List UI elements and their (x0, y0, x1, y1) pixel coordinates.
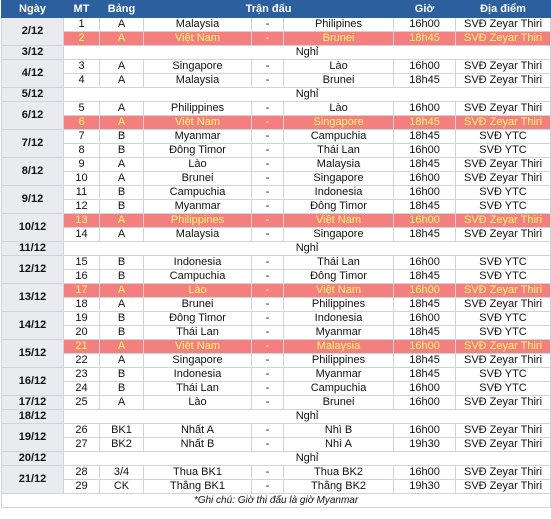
away-team: Thắng BK2 (284, 480, 394, 494)
venue: SVĐ YTC (456, 382, 551, 396)
home-team: Philippines (144, 214, 252, 228)
header-venue: Địa điểm (456, 1, 551, 18)
group: B (100, 326, 144, 340)
schedule-body (2, 18, 551, 508)
venue: SVĐ Zeyar Thiri (456, 74, 551, 88)
kickoff-time: 16h00 (394, 382, 456, 396)
group: A (100, 102, 144, 116)
away-team: Philipines (284, 18, 394, 32)
home-team: Việt Nam (144, 32, 252, 46)
match-number: 10 (64, 172, 100, 186)
date-cell: 10/12 (2, 214, 64, 242)
group: A (100, 228, 144, 242)
match-number: 28 (64, 466, 100, 480)
match-row (2, 256, 551, 270)
match-number: 21 (64, 340, 100, 354)
kickoff-time: 18h45 (394, 158, 456, 172)
match-number: 20 (64, 326, 100, 340)
kickoff-time: 18h45 (394, 270, 456, 284)
kickoff-time: 18h45 (394, 298, 456, 312)
versus-dash: - (252, 424, 284, 438)
home-team: Indonesia (144, 368, 252, 382)
kickoff-time: 18h45 (394, 130, 456, 144)
match-number: 11 (64, 186, 100, 200)
home-team: Campuchia (144, 270, 252, 284)
home-team: Lào (144, 396, 252, 410)
away-team: Philippines (284, 354, 394, 368)
kickoff-time: 18h45 (394, 326, 456, 340)
versus-dash: - (252, 298, 284, 312)
away-team: Campuchia (284, 130, 394, 144)
kickoff-time: 16h00 (394, 144, 456, 158)
home-team: Myanmar (144, 200, 252, 214)
group: B (100, 270, 144, 284)
venue: SVĐ Zeyar Thiri (456, 340, 551, 354)
venue: SVĐ YTC (456, 270, 551, 284)
rest-label: Nghỉ (64, 242, 551, 256)
group: B (100, 130, 144, 144)
date-cell: 6/12 (2, 102, 64, 130)
match-number: 24 (64, 382, 100, 396)
match-number: 6 (64, 116, 100, 130)
rest-label: Nghỉ (64, 46, 551, 60)
date-cell: 17/12 (2, 396, 64, 410)
group: B (100, 200, 144, 214)
kickoff-time: 16h00 (394, 102, 456, 116)
venue: SVĐ Zeyar Thiri (456, 18, 551, 32)
match-number: 13 (64, 214, 100, 228)
match-number: 3 (64, 60, 100, 74)
venue: SVĐ Zeyar Thiri (456, 116, 551, 130)
kickoff-time: 18h45 (394, 200, 456, 214)
away-team: Lào (284, 102, 394, 116)
group: A (100, 284, 144, 298)
match-number: 16 (64, 270, 100, 284)
home-team: Việt Nam (144, 340, 252, 354)
date-cell: 19/12 (2, 424, 64, 452)
versus-dash: - (252, 368, 284, 382)
date-cell: 7/12 (2, 130, 64, 158)
match-row (2, 424, 551, 438)
kickoff-time: 16h00 (394, 172, 456, 186)
versus-dash: - (252, 200, 284, 214)
kickoff-time: 16h00 (394, 396, 456, 410)
away-team: Nhì B (284, 424, 394, 438)
date-cell: 15/12 (2, 340, 64, 368)
away-team: Campuchia (284, 382, 394, 396)
kickoff-time: 16h00 (394, 18, 456, 32)
venue: SVĐ Zeyar Thiri (456, 438, 551, 452)
versus-dash: - (252, 144, 284, 158)
footnote: *Ghi chú: Giờ thi đấu là giờ Myanmar (2, 494, 551, 508)
group: A (100, 396, 144, 410)
rest-row (2, 410, 551, 424)
versus-dash: - (252, 270, 284, 284)
venue: SVĐ YTC (456, 144, 551, 158)
date-cell: 18/12 (2, 410, 64, 424)
kickoff-time: 16h00 (394, 312, 456, 326)
group: A (100, 60, 144, 74)
kickoff-time: 18h45 (394, 74, 456, 88)
away-team: Brunei (284, 32, 394, 46)
group: A (100, 74, 144, 88)
away-team: Malaysia (284, 340, 394, 354)
match-row (2, 186, 551, 200)
match-row (2, 172, 551, 186)
match-number: 2 (64, 32, 100, 46)
rest-label: Nghỉ (64, 410, 551, 424)
date-cell: 5/12 (2, 88, 64, 102)
home-team: Singapore (144, 354, 252, 368)
match-number: 22 (64, 354, 100, 368)
group: A (100, 158, 144, 172)
date-cell: 12/12 (2, 256, 64, 284)
match-row (2, 270, 551, 284)
kickoff-time: 18h45 (394, 228, 456, 242)
away-team: Myanmar (284, 326, 394, 340)
venue: SVĐ YTC (456, 312, 551, 326)
away-team: Việt Nam (284, 214, 394, 228)
match-row (2, 354, 551, 368)
versus-dash: - (252, 130, 284, 144)
group: B (100, 368, 144, 382)
match-row (2, 200, 551, 214)
away-team: Đông Timor (284, 200, 394, 214)
group: A (100, 172, 144, 186)
match-number: 19 (64, 312, 100, 326)
match-row (2, 130, 551, 144)
venue: SVĐ YTC (456, 186, 551, 200)
away-team: Nhì A (284, 438, 394, 452)
versus-dash: - (252, 480, 284, 494)
match-number: 17 (64, 284, 100, 298)
away-team: Lào (284, 60, 394, 74)
match-number: 25 (64, 396, 100, 410)
date-cell: 21/12 (2, 466, 64, 494)
match-row (2, 116, 551, 130)
match-number: 26 (64, 424, 100, 438)
group: B (100, 312, 144, 326)
match-number: 9 (64, 158, 100, 172)
away-team: Philippines (284, 298, 394, 312)
kickoff-time: 16h00 (394, 256, 456, 270)
home-team: Myanmar (144, 130, 252, 144)
match-row (2, 466, 551, 480)
kickoff-time: 18h45 (394, 116, 456, 130)
away-team: Myanmar (284, 368, 394, 382)
home-team: Nhất A (144, 424, 252, 438)
group: A (100, 214, 144, 228)
date-cell: 9/12 (2, 186, 64, 214)
date-cell: 11/12 (2, 242, 64, 256)
match-number: 23 (64, 368, 100, 382)
home-team: Malaysia (144, 18, 252, 32)
rest-row (2, 46, 551, 60)
match-number: 29 (64, 480, 100, 494)
away-team: Singapore (284, 228, 394, 242)
away-team: Thua BK2 (284, 466, 394, 480)
kickoff-time: 16h00 (394, 466, 456, 480)
group: A (100, 340, 144, 354)
venue: SVĐ Zeyar Thiri (456, 158, 551, 172)
match-number: 18 (64, 298, 100, 312)
versus-dash: - (252, 172, 284, 186)
home-team: Brunei (144, 298, 252, 312)
match-number: 27 (64, 438, 100, 452)
home-team: Lào (144, 284, 252, 298)
versus-dash: - (252, 60, 284, 74)
home-team: Đông Timor (144, 144, 252, 158)
group: A (100, 354, 144, 368)
home-team: Brunei (144, 172, 252, 186)
match-row (2, 228, 551, 242)
header-time: Giờ (394, 1, 456, 18)
match-row (2, 340, 551, 354)
match-row (2, 382, 551, 396)
match-row (2, 368, 551, 382)
kickoff-time: 16h00 (394, 214, 456, 228)
match-row (2, 312, 551, 326)
versus-dash: - (252, 214, 284, 228)
home-team: Malaysia (144, 74, 252, 88)
kickoff-time: 19h30 (394, 438, 456, 452)
venue: SVĐ Zeyar Thiri (456, 466, 551, 480)
match-number: 4 (64, 74, 100, 88)
date-cell: 20/12 (2, 452, 64, 466)
versus-dash: - (252, 158, 284, 172)
header-date: Ngày (2, 1, 64, 18)
versus-dash: - (252, 326, 284, 340)
date-cell: 16/12 (2, 368, 64, 396)
home-team: Đông Timor (144, 312, 252, 326)
match-row (2, 158, 551, 172)
kickoff-time: 18h45 (394, 368, 456, 382)
away-team: Brunei (284, 396, 394, 410)
away-team: Malaysia (284, 158, 394, 172)
home-team: Malaysia (144, 228, 252, 242)
kickoff-time: 16h00 (394, 424, 456, 438)
home-team: Thắng BK1 (144, 480, 252, 494)
match-row (2, 298, 551, 312)
venue: SVĐ Zeyar Thiri (456, 298, 551, 312)
group: B (100, 382, 144, 396)
match-row (2, 396, 551, 410)
match-row (2, 214, 551, 228)
group: A (100, 298, 144, 312)
rest-row (2, 88, 551, 102)
away-team: Singapore (284, 172, 394, 186)
match-row (2, 480, 551, 494)
home-team: Campuchia (144, 186, 252, 200)
match-row (2, 102, 551, 116)
note-row (2, 494, 551, 508)
venue: SVĐ Zeyar Thiri (456, 480, 551, 494)
kickoff-time: 19h30 (394, 480, 456, 494)
match-row (2, 144, 551, 158)
group: BK1 (100, 424, 144, 438)
venue: SVĐ Zeyar Thiri (456, 214, 551, 228)
match-row (2, 438, 551, 452)
versus-dash: - (252, 74, 284, 88)
match-row (2, 326, 551, 340)
versus-dash: - (252, 466, 284, 480)
away-team: Indonesia (284, 312, 394, 326)
schedule-container (1, 0, 550, 508)
venue: SVĐ Zeyar Thiri (456, 424, 551, 438)
versus-dash: - (252, 186, 284, 200)
versus-dash: - (252, 354, 284, 368)
versus-dash: - (252, 228, 284, 242)
kickoff-time: 18h45 (394, 32, 456, 46)
venue: SVĐ YTC (456, 326, 551, 340)
match-number: 7 (64, 130, 100, 144)
rest-label: Nghỉ (64, 88, 551, 102)
venue: SVĐ Zeyar Thiri (456, 172, 551, 186)
home-team: Thua BK1 (144, 466, 252, 480)
versus-dash: - (252, 312, 284, 326)
date-cell: 14/12 (2, 312, 64, 340)
away-team: Việt Nam (284, 284, 394, 298)
rest-label: Nghỉ (64, 452, 551, 466)
group: CK (100, 480, 144, 494)
home-team: Lào (144, 158, 252, 172)
group: A (100, 18, 144, 32)
away-team: Brunei (284, 74, 394, 88)
venue: SVĐ YTC (456, 256, 551, 270)
home-team: Singapore (144, 60, 252, 74)
versus-dash: - (252, 32, 284, 46)
group: BK2 (100, 438, 144, 452)
home-team: Thái Lan (144, 382, 252, 396)
kickoff-time: 18h45 (394, 354, 456, 368)
header-match-number: MT (64, 1, 100, 18)
away-team: Indonesia (284, 186, 394, 200)
rest-row (2, 452, 551, 466)
group: B (100, 256, 144, 270)
match-row (2, 18, 551, 32)
versus-dash: - (252, 18, 284, 32)
versus-dash: - (252, 116, 284, 130)
versus-dash: - (252, 340, 284, 354)
group: 3/4 (100, 466, 144, 480)
venue: SVĐ Zeyar Thiri (456, 354, 551, 368)
rest-row (2, 242, 551, 256)
group: B (100, 144, 144, 158)
date-cell: 2/12 (2, 18, 64, 46)
kickoff-time: 16h00 (394, 186, 456, 200)
venue: SVĐ YTC (456, 200, 551, 214)
venue: SVĐ YTC (456, 130, 551, 144)
schedule-table (1, 0, 551, 508)
home-team: Thái Lan (144, 326, 252, 340)
versus-dash: - (252, 382, 284, 396)
versus-dash: - (252, 438, 284, 452)
group: A (100, 116, 144, 130)
home-team: Nhất B (144, 438, 252, 452)
venue: SVĐ Zeyar Thiri (456, 228, 551, 242)
venue: SVĐ YTC (456, 368, 551, 382)
venue: SVĐ Zeyar Thiri (456, 60, 551, 74)
header-group: Bảng (100, 1, 144, 18)
versus-dash: - (252, 284, 284, 298)
match-number: 12 (64, 200, 100, 214)
match-row (2, 60, 551, 74)
versus-dash: - (252, 396, 284, 410)
header-match: Trận đấu (144, 1, 394, 18)
match-row (2, 284, 551, 298)
versus-dash: - (252, 102, 284, 116)
group: B (100, 186, 144, 200)
venue: SVĐ Zeyar Thiri (456, 102, 551, 116)
away-team: Singapore (284, 116, 394, 130)
header-row (2, 1, 551, 18)
versus-dash: - (252, 256, 284, 270)
away-team: Đông Timor (284, 270, 394, 284)
date-cell: 13/12 (2, 284, 64, 312)
kickoff-time: 16h00 (394, 284, 456, 298)
match-row (2, 32, 551, 46)
group: A (100, 32, 144, 46)
match-number: 14 (64, 228, 100, 242)
date-cell: 3/12 (2, 46, 64, 60)
home-team: Philippines (144, 102, 252, 116)
away-team: Thái Lan (284, 256, 394, 270)
away-team: Thái Lan (284, 144, 394, 158)
match-number: 8 (64, 144, 100, 158)
venue: SVĐ Zeyar Thiri (456, 396, 551, 410)
home-team: Indonesia (144, 256, 252, 270)
home-team: Việt Nam (144, 116, 252, 130)
match-number: 1 (64, 18, 100, 32)
match-row (2, 74, 551, 88)
venue: SVĐ Zeyar Thiri (456, 284, 551, 298)
date-cell: 8/12 (2, 158, 64, 186)
match-number: 5 (64, 102, 100, 116)
date-cell: 4/12 (2, 60, 64, 88)
venue: SVĐ Zeyar Thiri (456, 32, 551, 46)
match-number: 15 (64, 256, 100, 270)
kickoff-time: 16h00 (394, 60, 456, 74)
kickoff-time: 16h00 (394, 340, 456, 354)
